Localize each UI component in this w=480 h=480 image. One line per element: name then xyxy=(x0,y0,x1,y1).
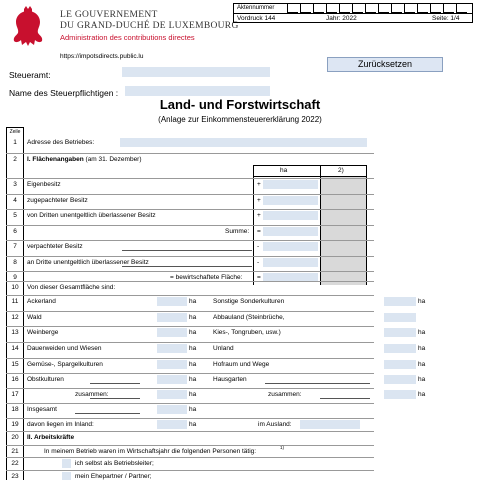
operator-sign: + xyxy=(257,212,261,219)
file-number-label: Aktennummer xyxy=(237,5,275,11)
line-number: 7 xyxy=(13,243,17,250)
area-label: zugepachteter Besitz xyxy=(27,197,88,204)
tax-office-label: Steueramt: xyxy=(9,70,51,80)
line-number: 1 xyxy=(13,139,17,146)
operator-sign: = xyxy=(257,274,261,281)
left-land-label: Dauerweiden und Wiesen xyxy=(27,345,102,352)
left-land-label: Gemüse-, Spargelkulturen xyxy=(27,361,103,368)
operator-sign: + xyxy=(257,197,261,204)
row-divider xyxy=(6,418,374,419)
taxpayer-name-input[interactable] xyxy=(125,86,270,96)
unit-ha: ha xyxy=(189,391,197,398)
worker-label: ich selbst als Betriebsleiter; xyxy=(75,460,154,467)
section-heading: I. Flächenangaben (am 31. Dezember) xyxy=(27,156,142,163)
left-ha-input[interactable] xyxy=(157,344,187,353)
row-divider xyxy=(6,373,374,374)
row-divider xyxy=(6,281,374,282)
row-divider xyxy=(6,295,374,296)
left-land-label: davon liegen im Inland: xyxy=(27,421,94,428)
line-number: 2 xyxy=(13,156,17,163)
file-number-cell[interactable] xyxy=(313,3,324,13)
gov-line2: DU GRAND-DUCHÉ DE LUXEMBOURG xyxy=(60,21,239,31)
left-ha-input[interactable] xyxy=(157,420,187,429)
custom-line xyxy=(90,383,140,384)
custom-line xyxy=(75,413,140,414)
file-number-cell[interactable] xyxy=(443,3,454,13)
line-number: 4 xyxy=(13,197,17,204)
line-number: 12 xyxy=(11,314,19,321)
file-number-cell[interactable] xyxy=(391,3,402,13)
right-ha-input[interactable] xyxy=(384,360,416,369)
right-ha-input[interactable] xyxy=(384,375,416,384)
unit-ha: ha xyxy=(189,329,197,336)
left-land-label: Wald xyxy=(27,314,42,321)
row-divider xyxy=(6,225,374,226)
custom-line xyxy=(90,398,140,399)
address-input[interactable] xyxy=(120,138,367,147)
line-number: 3 xyxy=(13,181,17,188)
right-land-label: im Ausland: xyxy=(258,421,292,428)
row-divider xyxy=(6,153,374,154)
gov-line1: LE GOUVERNEMENT xyxy=(60,10,158,20)
row-divider xyxy=(6,326,374,327)
operator-sign: - xyxy=(257,259,260,266)
row-divider xyxy=(6,457,374,458)
page-subtitle: (Anlage zur Einkommensteuererklärung 2022) xyxy=(158,115,322,124)
operator-sign: - xyxy=(257,243,260,250)
line-number: 21 xyxy=(11,448,19,455)
left-ha-input[interactable] xyxy=(157,297,187,306)
line-number: 18 xyxy=(11,406,19,413)
unit-ha: ha xyxy=(189,406,197,413)
row-divider xyxy=(6,178,374,179)
row-divider xyxy=(6,256,374,257)
area-label: verpachteter Besitz xyxy=(27,243,83,250)
right-ha-input[interactable] xyxy=(384,297,416,306)
area-ha-input[interactable] xyxy=(263,227,318,236)
left-land-label: Weinberge xyxy=(27,329,59,336)
custom-line xyxy=(320,398,370,399)
unit-ha: ha xyxy=(418,376,426,383)
unit-ha: ha xyxy=(189,361,197,368)
line-number: 17 xyxy=(11,391,19,398)
line-number: 13 xyxy=(11,329,19,336)
right-ha-input[interactable] xyxy=(384,328,416,337)
line-number: 14 xyxy=(11,345,19,352)
area-label: Eigenbesitz xyxy=(27,181,61,188)
area-text-line xyxy=(122,266,252,267)
page-title: Land- und Forstwirtschaft xyxy=(159,97,321,112)
row-divider xyxy=(6,445,374,446)
footnote-marker: 1) xyxy=(280,445,285,450)
unit-ha: ha xyxy=(418,361,426,368)
worker-checkbox[interactable] xyxy=(62,472,71,480)
right-land-label: Hausgarten xyxy=(213,376,247,383)
file-number-cell[interactable] xyxy=(417,3,428,13)
row-divider xyxy=(6,240,374,241)
line-number: 15 xyxy=(11,361,19,368)
taxpayer-name-label: Name des Steuerpflichtigen : xyxy=(9,88,119,98)
unit-ha: ha xyxy=(418,329,426,336)
left-land-label: Ackerland xyxy=(27,298,56,305)
unit-ha: ha xyxy=(189,345,197,352)
area-ha-input[interactable] xyxy=(263,196,318,205)
unit-ha: ha xyxy=(189,376,197,383)
area-ha-input[interactable] xyxy=(263,258,318,267)
row-divider xyxy=(6,431,374,432)
right-land-label: Sonstige Sonderkulturen xyxy=(213,298,285,305)
left-ha-input[interactable] xyxy=(157,313,187,322)
section-heading: II. Arbeitskräfte xyxy=(27,434,75,441)
website-url: https://impotsdirects.public.lu xyxy=(60,53,144,60)
row-divider xyxy=(6,271,374,272)
file-number-cell[interactable] xyxy=(378,3,389,13)
left-ha-input[interactable] xyxy=(157,328,187,337)
left-ha-input[interactable] xyxy=(157,360,187,369)
row-divider xyxy=(6,209,374,210)
form-year: Jahr: 2022 xyxy=(326,15,357,22)
page-number: Seite: 1/4 xyxy=(432,15,460,22)
row-divider xyxy=(6,403,374,404)
right-land-label: Abbauland (Steinbrüche, xyxy=(213,314,285,321)
left-ha-input[interactable] xyxy=(157,390,187,399)
area-label: Summe: xyxy=(225,228,250,235)
line-number: 5 xyxy=(13,212,17,219)
operator-sign: = xyxy=(257,228,261,235)
subtotal-intro: Von dieser Gesamtfläche sind: xyxy=(27,284,116,291)
custom-line xyxy=(265,383,370,384)
abroad-ha-input[interactable] xyxy=(300,420,360,429)
line-number: 16 xyxy=(11,376,19,383)
workforce-intro: In meinem Betrieb waren im Wirtschaftsjahr die folgenden Personen tätig: xyxy=(44,448,257,455)
left-ha-input[interactable] xyxy=(157,375,187,384)
line-column-header: Zeile xyxy=(9,129,21,135)
line-number: 8 xyxy=(13,259,17,266)
row-divider xyxy=(6,358,374,359)
luxembourg-lion-logo-icon xyxy=(6,5,50,49)
row-divider xyxy=(6,194,374,195)
tax-office-input[interactable] xyxy=(122,67,270,77)
left-land-label: zusammen: xyxy=(75,391,109,398)
file-number-cell[interactable] xyxy=(430,3,441,13)
file-number-cell[interactable] xyxy=(287,3,298,13)
area-ha-input[interactable] xyxy=(263,180,318,189)
area-ha-input[interactable] xyxy=(263,211,318,220)
row-divider xyxy=(6,470,374,471)
line-number: 9 xyxy=(13,274,17,281)
left-land-label: Insgesamt xyxy=(27,406,57,413)
right-ha-input[interactable] xyxy=(384,344,416,353)
unit-ha: ha xyxy=(418,345,426,352)
line-number: 22 xyxy=(11,460,19,467)
area-text-line xyxy=(122,250,252,251)
right-land-label: Hofraum und Wege xyxy=(213,361,270,368)
file-number-cell[interactable] xyxy=(339,3,350,13)
ha-column-header: ha xyxy=(280,167,288,174)
area-label: = bewirtschaftete Fläche: xyxy=(170,274,243,281)
form-number: Vordruck 144 xyxy=(237,15,276,22)
right-ha-input[interactable] xyxy=(384,390,416,399)
unit-ha: ha xyxy=(418,298,426,305)
unit-ha: ha xyxy=(189,421,197,428)
file-number-cell[interactable] xyxy=(365,3,376,13)
row-divider xyxy=(6,311,374,312)
line-number: 23 xyxy=(11,473,19,480)
unit-ha: ha xyxy=(189,298,197,305)
section-heading-suffix: (am 31. Dezember) xyxy=(83,156,142,163)
line-number: 10 xyxy=(11,284,19,291)
unit-ha: ha xyxy=(189,314,197,321)
row-divider xyxy=(6,342,374,343)
area-ha-input[interactable] xyxy=(263,242,318,251)
administration-name: Administration des contributions directes xyxy=(60,33,195,42)
address-label: Adresse des Betriebes: xyxy=(27,139,95,146)
line-number: 6 xyxy=(13,228,17,235)
file-number-cell[interactable] xyxy=(326,3,337,13)
worker-checkbox[interactable] xyxy=(62,459,71,468)
line-number: 11 xyxy=(11,298,19,305)
right-ha-input[interactable] xyxy=(384,313,416,322)
line-number: 20 xyxy=(11,434,19,441)
right-land-label: Kies-, Tongruben, usw.) xyxy=(213,329,281,336)
reset-button[interactable]: Zurücksetzen xyxy=(327,57,443,72)
area-label: an Dritte unentgeltlich überlassener Besitz xyxy=(27,259,149,266)
right-land-label: Unland xyxy=(213,345,234,352)
area-table-border xyxy=(253,165,367,166)
operator-sign: + xyxy=(257,181,261,188)
file-number-cell[interactable] xyxy=(456,3,467,13)
file-number-cell[interactable] xyxy=(352,3,363,13)
line-number: 19 xyxy=(11,421,19,428)
unit-ha: ha xyxy=(418,391,426,398)
worker-label: mein Ehepartner / Partner; xyxy=(75,473,152,480)
column2-header: 2) xyxy=(338,167,344,174)
left-land-label: Obstkulturen xyxy=(27,376,64,383)
file-number-cell[interactable] xyxy=(300,3,311,13)
right-land-label: zusammen: xyxy=(268,391,302,398)
area-label: von Dritten unentgeltlich überlassener Besitz xyxy=(27,212,156,219)
row-divider xyxy=(6,388,374,389)
left-ha-input[interactable] xyxy=(157,405,187,414)
file-number-cell[interactable] xyxy=(404,3,415,13)
